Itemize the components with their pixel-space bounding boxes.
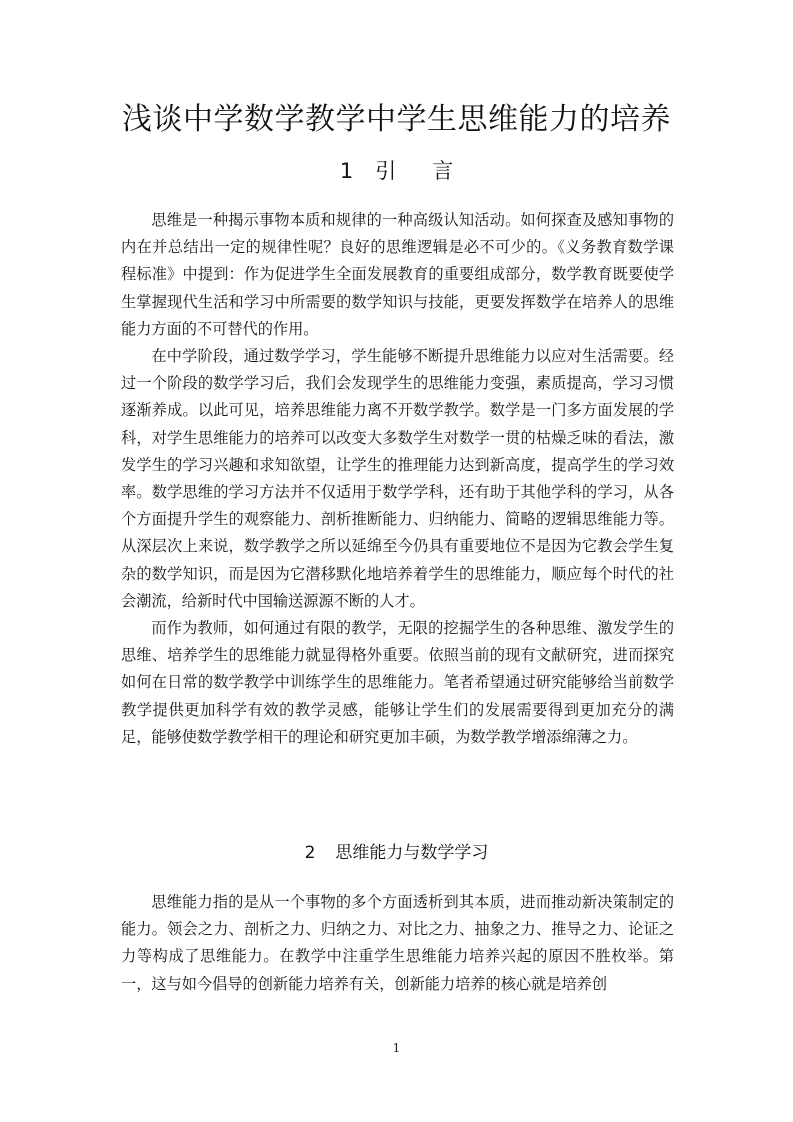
- paragraph: 思维是一种揭示事物本质和规律的一种高级认知活动。如何探查及感知事物的内在并总结出一定的规律性呢？良好的思维逻辑是必不可少的。《义务教育数学课程标准》中提到：作为促进学生全面发展教育的重要组成部分，数学教育既要使学生掌握现代生活和学习中所需要的数学知识与技能，更要发挥数学在培养人的思维能力方面的不可替代的作用。: [121, 211, 674, 338]
- paragraph: 而作为教师，如何通过有限的教学，无限的挖掘学生的各种思维、激发学生的思维、培养学生的思维能力就显得格外重要。依照当前的现有文献研究，进而探究如何在日常的数学教学中训练学生的思维能力。笔者希望通过研究能够给当前数学教学提供更加科学有效的教学灵感，能够让学生们的发展需要得到更加充分的满足，能够使数学教学相干的理论和研究更加丰硕，为数学教学增添绵薄之力。: [121, 619, 674, 746]
- section-2-number: 2: [304, 843, 316, 863]
- section-1-heading-part1: 引: [375, 159, 397, 183]
- paragraph: 在中学阶段，通过数学学习，学生能够不断提升思维能力以应对生活需要。经过一个阶段的数学学习后，我们会发现学生的思维能力变强，素质提高，学习习惯逐渐养成。以此可见，培养思维能力离不开数学教学。数学是一门多方面发展的学科，对学生思维能力的培养可以改变大多数学生对数学一贯的枯燥乏味的看法，激发学生的学习兴趣和求知欲望，让学生的推理能力达到新高度，提高学生的学习效率。数学思维的学习方法并不仅适用于数学学科，还有助于其他学科的学习，从各个方面提升学生的观察能力、剖析推断能力、归纳能力、简略的逻辑思维能力等。从深层次上来说，数学教学之所以延绵至今仍具有重要地位不是因为它教会学生复杂的数学知识，而是因为它潜移默化地培养着学生的思维能力，顺应每个时代的社会潮流，给新时代中国输送源源不断的人才。: [121, 347, 674, 610]
- section-2-heading: [0, 839, 793, 867]
- section-1-heading-part2: 言: [432, 159, 454, 183]
- section-2-body: [121, 889, 674, 998]
- section-2-heading-text: 思维能力与数学学习: [335, 843, 489, 863]
- section-1-heading: [0, 155, 793, 187]
- document-title: 浅谈中学数学教学中学生思维能力的培养: [122, 102, 671, 137]
- page-number: 1: [392, 1041, 401, 1055]
- section-1-body: [121, 207, 674, 751]
- section-1-number: 1: [339, 159, 354, 183]
- paragraph: 思维能力指的是从一个事物的多个方面透析到其本质，进而推动新决策制定的能力。领会之力、剖析之力、归纳之力、对比之力、抽象之力、推导之力、论证之力等构成了思维能力。在教学中注重学生思维能力培养兴起的原因不胜枚举。第一，这与如今倡导的创新能力培养有关，创新能力培养的核心就是培养创: [121, 893, 674, 993]
